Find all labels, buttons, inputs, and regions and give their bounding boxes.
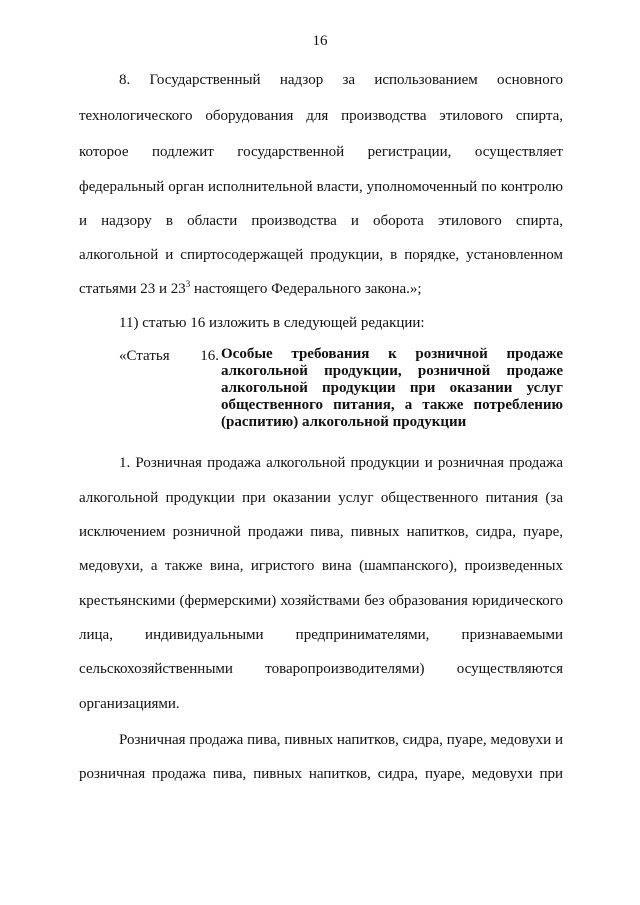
clause-1-line-4: медовухи, а также вина, игристого вина (шампанского), произведенных bbox=[79, 558, 563, 574]
item-11-instruction: 11) статью 16 изложить в следующей редакции: bbox=[119, 315, 425, 331]
article-title-line-4: общественного питания, а также потреблению bbox=[221, 397, 563, 413]
article-title-line-2: алкогольной продукции, розничной продаже bbox=[221, 363, 563, 379]
paragraph-8-text-before: статьями 23 и 23 bbox=[79, 281, 186, 297]
clause-2-line-2: розничная продажа пива, пивных напитков, сидра, пуаре, медовухи при bbox=[79, 766, 563, 782]
article-title-line-5: (распитию) алкогольной продукции bbox=[221, 414, 467, 430]
paragraph-8-line-3: которое подлежит государственной регистрации, осуществляет bbox=[79, 144, 563, 160]
clause-1-line-2: алкогольной продукции при оказании услуг общественного питания (за bbox=[79, 490, 563, 506]
article-title bbox=[221, 346, 563, 431]
clause-1-line-5: крестьянскими (фермерскими) хозяйствами без образования юридического bbox=[79, 593, 563, 609]
clause-1-line-3: исключением розничной продажи пива, пивных напитков, сидра, пуаре, bbox=[79, 524, 563, 540]
paragraph-8-line-6: алкогольной и спиртосодержащей продукции, в порядке, установленном bbox=[79, 247, 563, 263]
clause-1-line-1: 1. Розничная продажа алкогольной продукции и розничная продажа bbox=[119, 455, 563, 471]
paragraph-8-line-2: технологического оборудования для производства этилового спирта, bbox=[79, 108, 563, 124]
paragraph-8-line-7 bbox=[79, 279, 563, 299]
paragraph-8-line-1: 8. Государственный надзор за использованием основного bbox=[119, 72, 563, 88]
article-title-line-1: Особые требования к розничной продаже bbox=[221, 346, 563, 362]
clause-2-line-1: Розничная продажа пива, пивных напитков, сидра, пуаре, медовухи и bbox=[119, 732, 563, 748]
paragraph-8-line-4: федеральный орган исполнительной власти, уполномоченный по контролю bbox=[79, 179, 563, 195]
paragraph-8-line-5: и надзору в области производства и оборота этилового спирта, bbox=[79, 213, 563, 229]
article-title-line-3: алкогольной продукции при оказании услуг bbox=[221, 380, 563, 396]
clause-1-line-6: лица, индивидуальными предпринимателями, признаваемыми bbox=[79, 627, 563, 643]
clause-1-line-8: организациями. bbox=[79, 696, 180, 712]
paragraph-8-text-after: настоящего Федерального закона.»; bbox=[190, 281, 422, 297]
clause-1-line-7: сельскохозяйственными товаропроизводителями) осуществляются bbox=[79, 661, 563, 677]
page-number: 16 bbox=[312, 33, 328, 49]
superscript: 3 bbox=[185, 279, 191, 289]
article-label: «Статья 16. bbox=[119, 348, 219, 364]
